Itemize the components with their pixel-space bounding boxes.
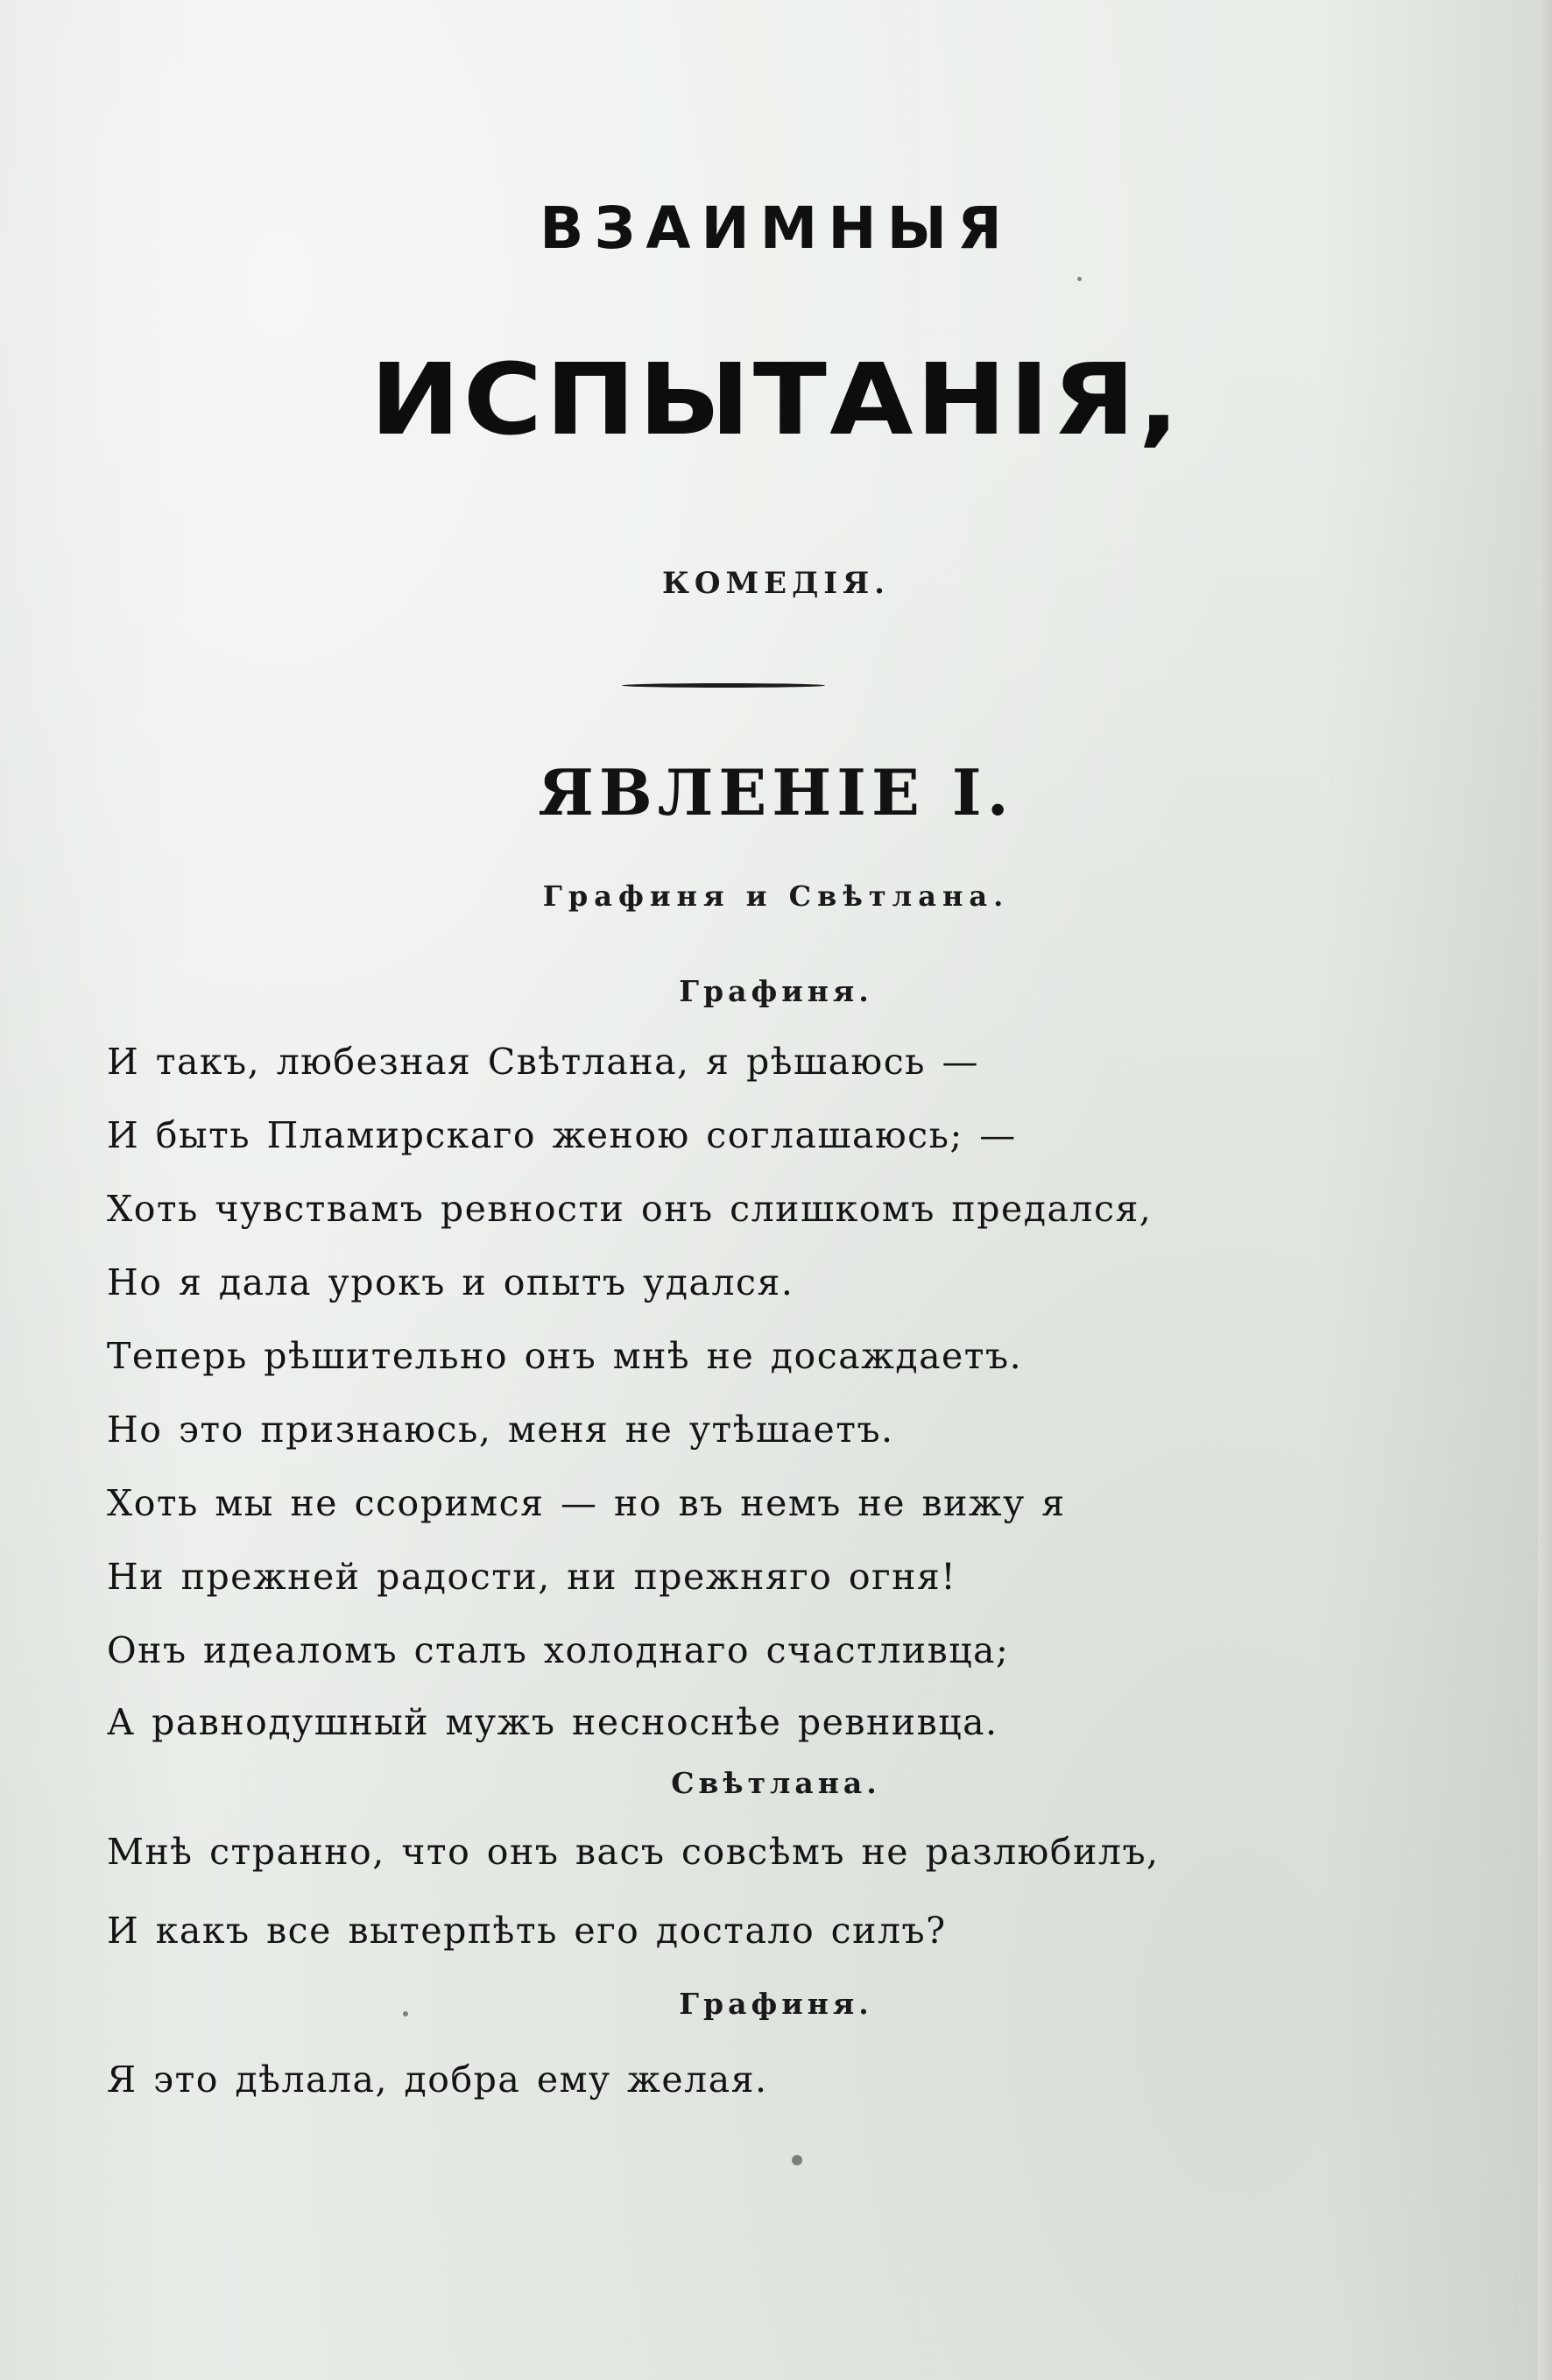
verse-line: Хоть чувствамъ ревности онъ слишкомъ предался, <box>107 1188 1153 1230</box>
scene-heading: ЯВЛЕНІЕ I. <box>538 755 1014 830</box>
scene-persons: Графиня и Свѣтлана. <box>542 879 1010 913</box>
verse-line: Ни прежней радости, ни прежняго огня! <box>107 1556 957 1598</box>
verse-line: Хоть мы не ссоримся — но въ немъ не вижу я <box>107 1482 1066 1524</box>
title-line-1: ВЗАИМНЫЯ <box>540 194 1012 262</box>
speaker-name: Графиня. <box>679 1987 873 2021</box>
verse-line: Но я дала урокъ и опытъ удался. <box>107 1261 794 1303</box>
ink-spot <box>403 2011 408 2016</box>
divider-rule <box>622 683 825 688</box>
verse-line: Я это дѣлала, добра ему желая. <box>107 2059 768 2101</box>
verse-line: И какъ все вытерпѣть его достало силъ? <box>107 1910 947 1952</box>
title-line-2: ИСПЫТАНІЯ, <box>370 343 1182 457</box>
ink-spot <box>792 2155 802 2165</box>
ink-spot <box>1077 277 1082 281</box>
speaker-name: Графиня. <box>679 974 873 1008</box>
verse-line: Но это признаюсь, меня не утѣшаетъ. <box>107 1409 894 1451</box>
verse-line: Мнѣ странно, что онъ васъ совсѣмъ не разлюбилъ, <box>107 1831 1160 1873</box>
speaker-name: Свѣтлана. <box>671 1766 881 1800</box>
verse-line: И быть Пламирскаго женою соглашаюсь; — <box>107 1114 1017 1156</box>
genre-label: КОМЕДІЯ. <box>661 566 891 601</box>
verse-line: А равнодушный мужъ несноснѣе ревнивца. <box>107 1701 998 1743</box>
verse-line: Онъ идеаломъ сталъ холоднаго счастливца; <box>107 1629 1010 1671</box>
verse-line: И такъ, любезная Свѣтлана, я рѣшаюсь — <box>107 1041 980 1083</box>
verse-line: Теперь рѣшительно онъ мнѣ не досаждаетъ. <box>107 1335 1023 1377</box>
